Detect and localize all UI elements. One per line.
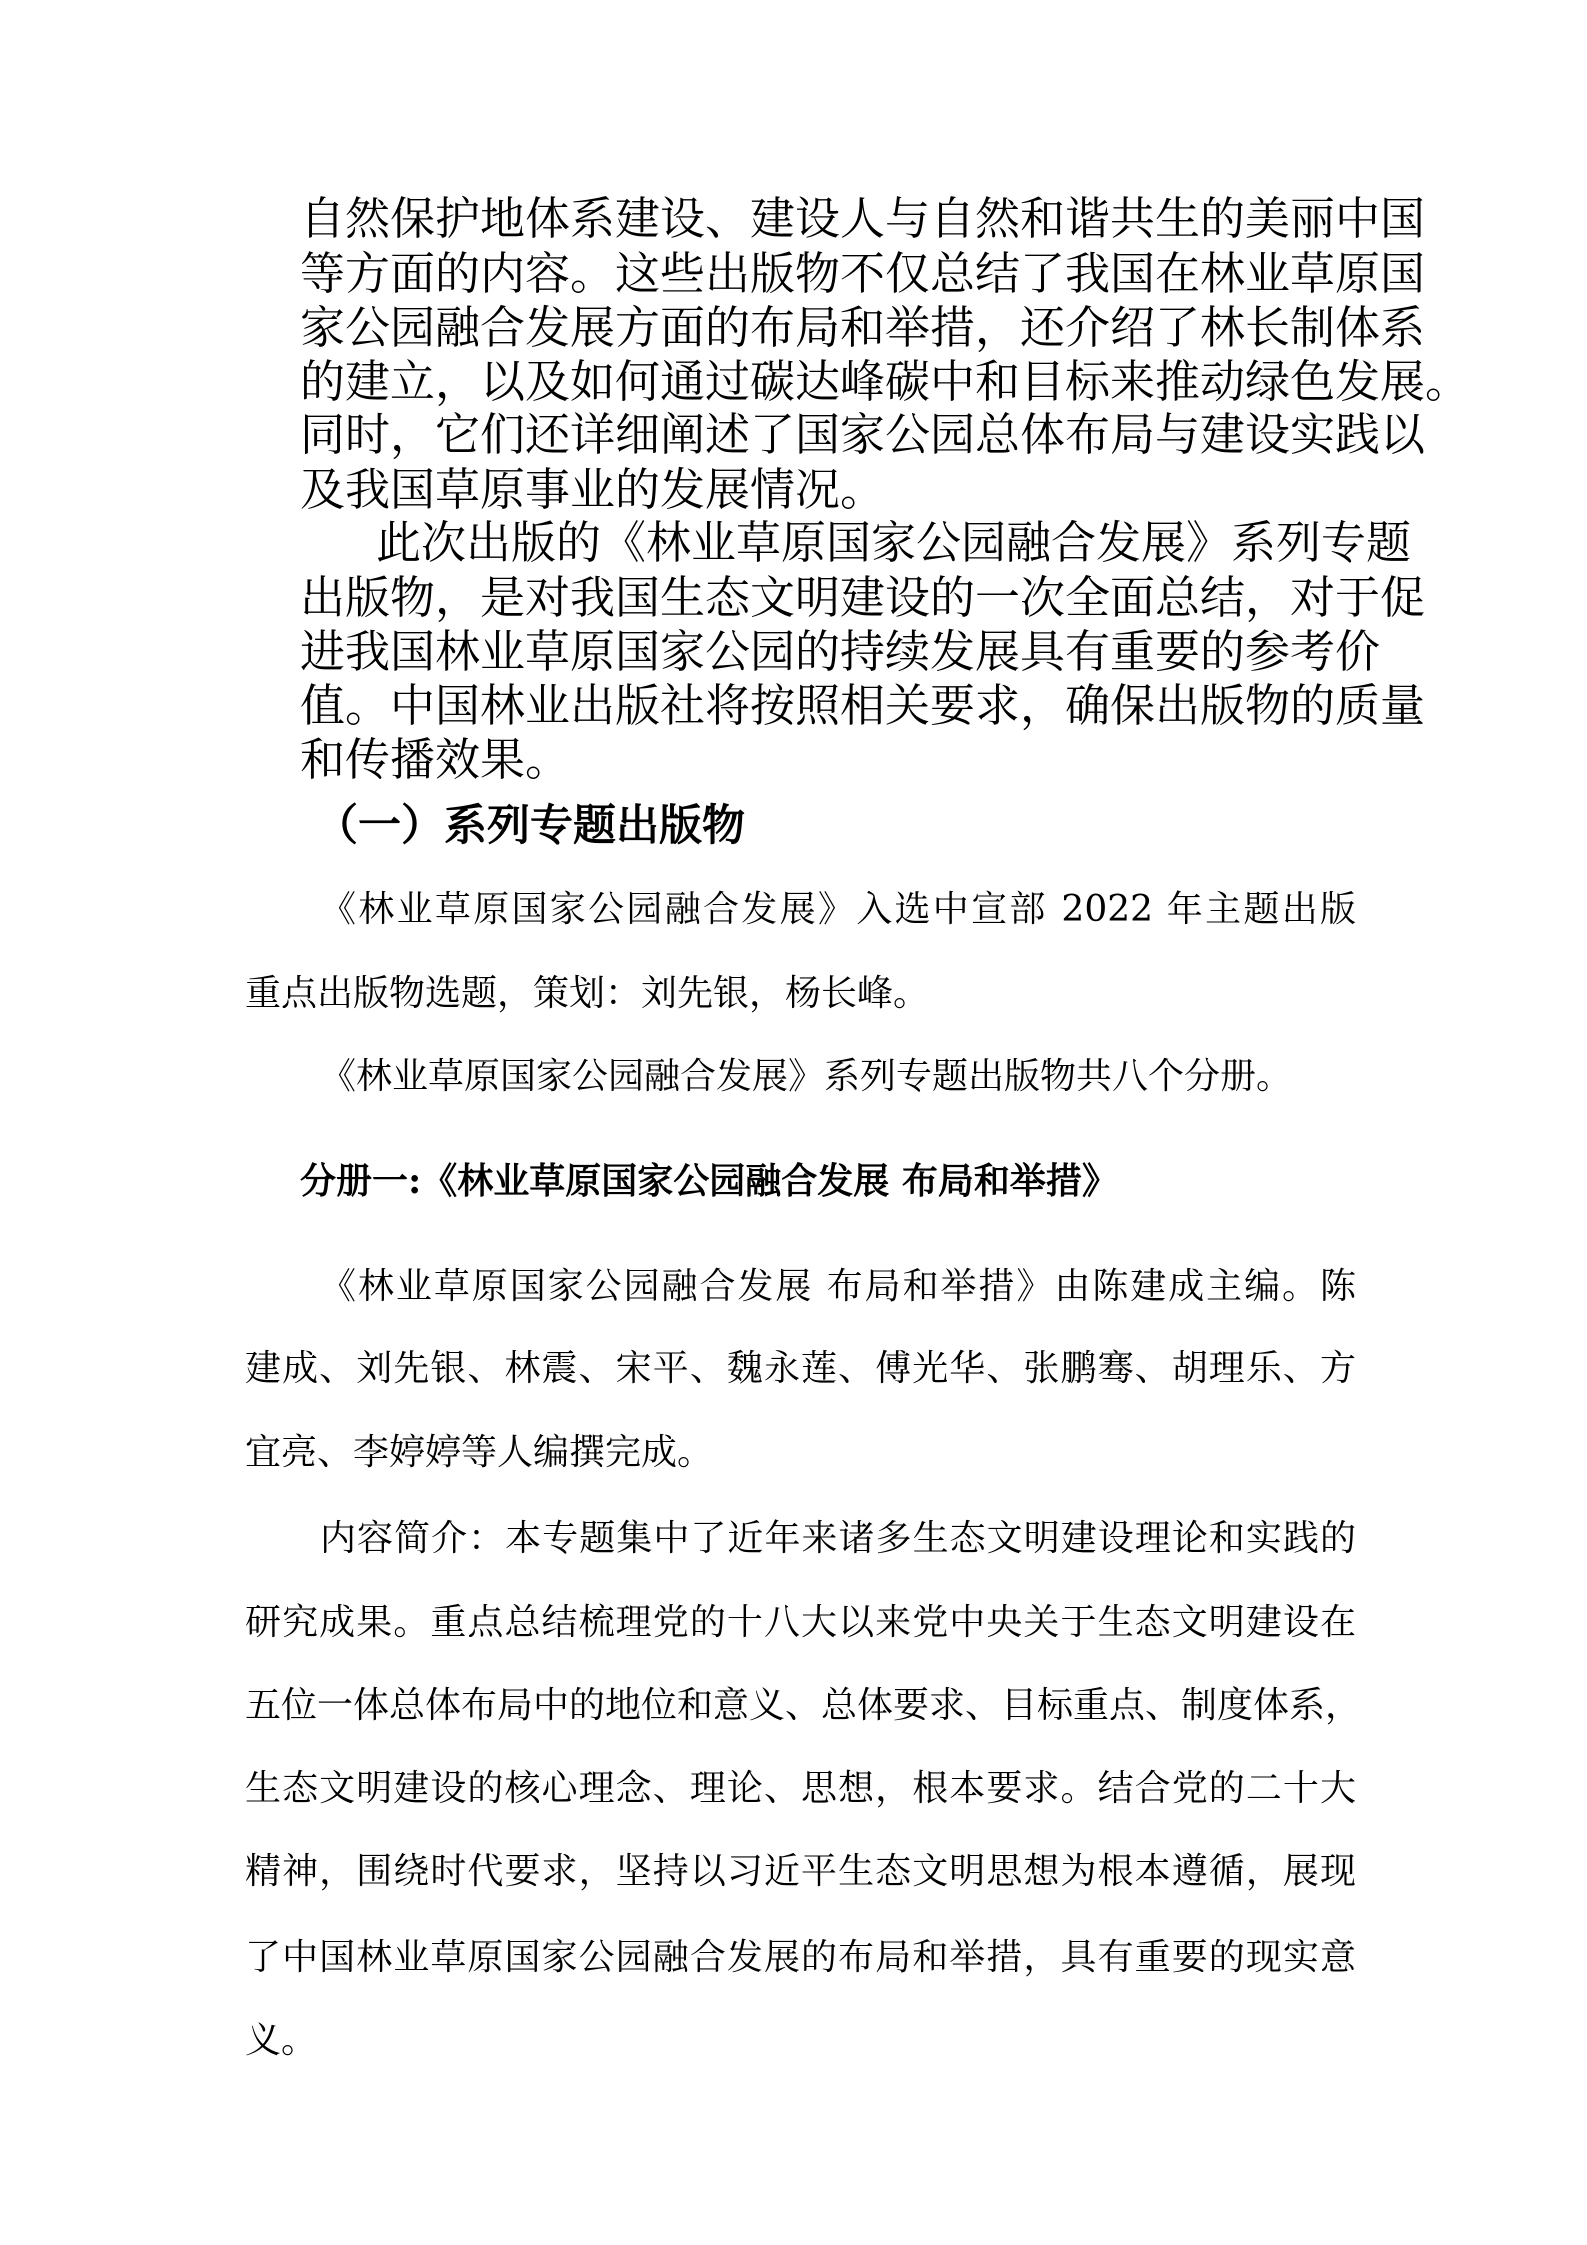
text-line: 《林业草原国家公园融合发展》系列专题出版物共八个分册。 — [320, 1056, 1293, 1097]
text-line: 等方面的内容。这些出版物不仅总结了我国在林业草原国 — [300, 247, 1426, 300]
text-line: 建成、刘先银、林震、宋平、魏永莲、傅光华、张鹏骞、胡理乐、方 — [245, 1348, 1356, 1389]
text-line: 及我国草原事业的发展情况。 — [300, 463, 886, 516]
text-line: 生态文明建设的核心理念、理论、思想，根本要求。结合党的二十大 — [245, 1768, 1356, 1809]
text-line: 同时，它们还详细阐述了国家公园总体布局与建设实践以 — [300, 408, 1426, 461]
text-line: 宜亮、李婷婷等人编撰完成。 — [245, 1432, 714, 1473]
text-line: 义。 — [245, 2020, 318, 2061]
text-line: 和传播效果。 — [300, 733, 571, 786]
volume-title: 分册一:《林业草原国家公园融合发展 布局和举措》 — [300, 1160, 1118, 1202]
text-line: 《林业草原国家公园融合发展》入选中宣部 2022 年主题出版 — [320, 889, 1356, 930]
text-line: 了中国林业草原国家公园融合发展的布局和举措，具有重要的现实意 — [245, 1937, 1356, 1978]
text-line: 进我国林业草原国家公园的持续发展具有重要的参考价 — [300, 625, 1381, 678]
text-line: 自然保护地体系建设、建设人与自然和谐共生的美丽中国 — [300, 192, 1426, 245]
text-line: 的建立，以及如何通过碳达峰碳中和目标来推动绿色发展。 — [300, 355, 1471, 408]
text-line: 内容简介：本专题集中了近年来诸多生态文明建设理论和实践的 — [320, 1518, 1356, 1559]
section-heading: （一）系列专题出版物 — [315, 801, 745, 851]
text-line: 出版物，是对我国生态文明建设的一次全面总结，对于促 — [300, 571, 1426, 624]
text-line: 精神，围绕时代要求，坚持以习近平生态文明思想为根本遵循，展现 — [245, 1851, 1356, 1892]
text-line: 研究成果。重点总结梳理党的十八大以来党中央关于生态文明建设在 — [245, 1602, 1356, 1643]
text-line: 值。中国林业出版社将按照相关要求，确保出版物的质量 — [300, 679, 1426, 732]
text-line: 《林业草原国家公园融合发展 布局和举措》由陈建成主编。陈 — [320, 1266, 1356, 1307]
text-line: 重点出版物选题，策划：刘先银，杨长峰。 — [245, 973, 930, 1014]
text-line: 家公园融合发展方面的布局和举措，还介绍了林长制体系 — [300, 301, 1426, 354]
text-line: 五位一体总体布局中的地位和意义、总体要求、目标重点、制度体系， — [245, 1685, 1362, 1726]
text-line: 此次出版的《林业草原国家公园融合发展》系列专题 — [376, 516, 1412, 569]
